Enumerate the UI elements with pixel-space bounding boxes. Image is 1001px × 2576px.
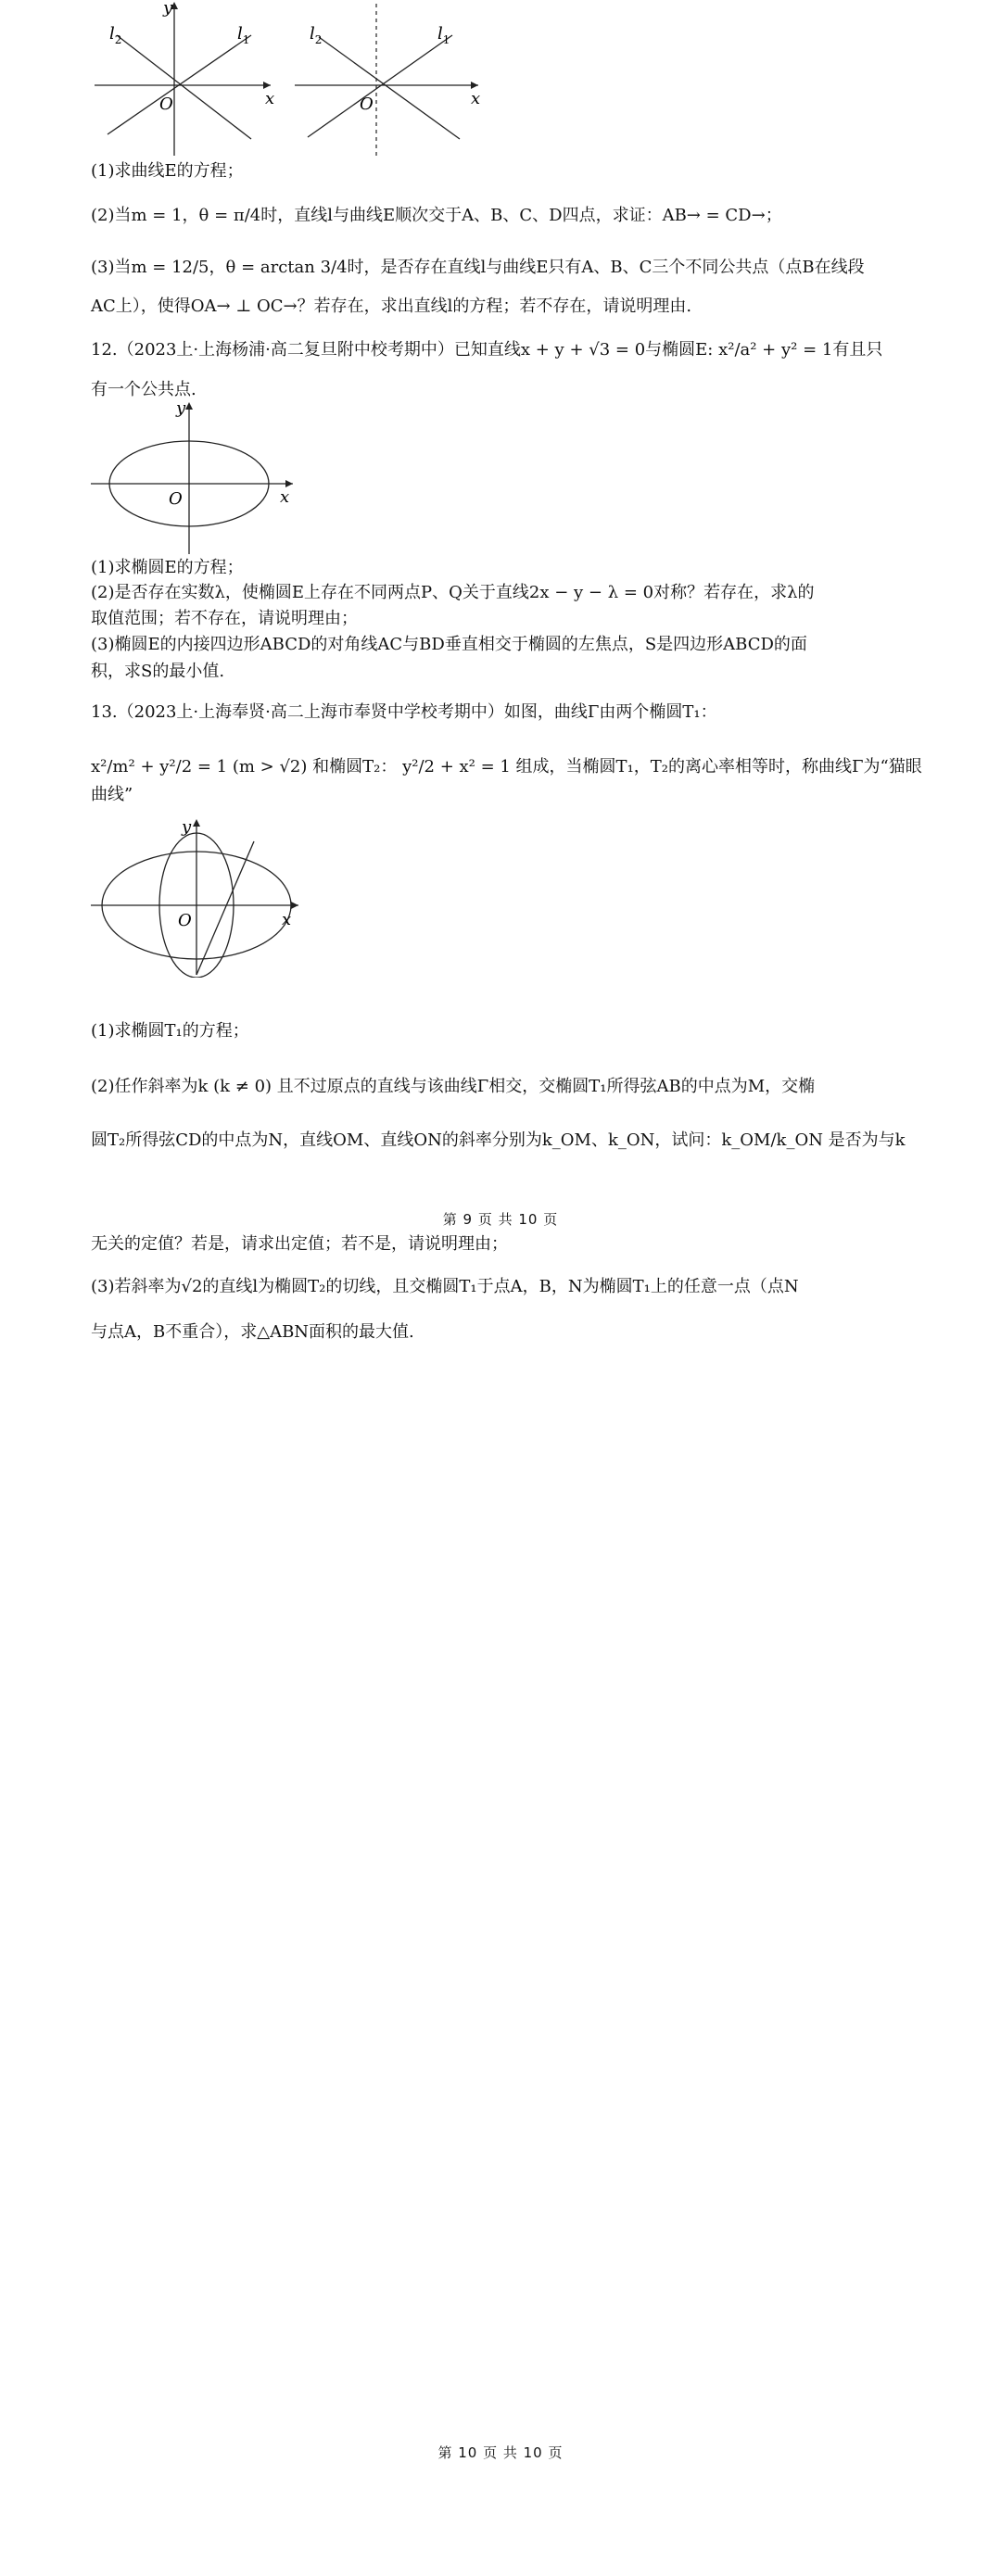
q13-part2-line1: (2)任作斜率为k (k ≠ 0) 且不过原点的直线与该曲线Γ相交，交椭圆T₁所得弦AB的中点为M，交椭 <box>91 1077 816 1096</box>
fig1b-origin-label: O <box>360 95 374 114</box>
page-footer-9: 第 9 页 共 10 页 <box>442 1211 559 1228</box>
q11-part3-line1: (3)当m = 12/5，θ = arctan 3/4时，是否存在直线l与曲线E只有A、B、C三个不同公共点（点B在线段 <box>91 258 865 277</box>
q12-heading-line2: 有一个公共点. <box>91 380 196 399</box>
q12-part1: (1)求椭圆E的方程； <box>91 558 244 577</box>
q13-equation-line2: 曲线” <box>91 785 133 804</box>
page-footer-10: 第 10 页 共 10 页 <box>437 2444 564 2461</box>
fig1-y-label: y <box>163 0 173 18</box>
q12-part3-line2: 积，求S的最小值. <box>91 662 225 681</box>
fig2-origin-label: O <box>169 489 183 509</box>
fig1-l1-label: $l_1$ <box>237 24 250 46</box>
fig3-x-label: x <box>282 910 292 929</box>
q13-heading: 13.（2023上·上海奉贤·高二上海市奉贤中学校考期中）如图，曲线Γ由两个椭圆T₁： <box>91 702 717 722</box>
q12-heading-line1: 12.（2023上·上海杨浦·高二复旦附中校考期中）已知直线x + y + √3 = 0与椭圆E: x²/a² + y² = 1有且只 <box>91 340 883 360</box>
q13-part3-line1: (3)若斜率为√2的直线l为椭圆T₂的切线，且交椭圆T₁于点A，B，N为椭圆T₁上的任意一点（点N <box>91 1277 799 1296</box>
fig3-y-label: y <box>182 817 192 837</box>
fig1-origin-label: O <box>159 95 173 114</box>
q11-part3-line2: AC上），使得OA→ ⊥ OC→？若存在，求出直线l的方程；若不存在，请说明理由. <box>91 297 692 316</box>
fig2-y-label: y <box>176 398 186 418</box>
fig3-origin-label: O <box>178 911 192 930</box>
q12-part2-line1: (2)是否存在实数λ，使椭圆E上存在不同两点P、Q关于直线2x − y − λ = 0对称？若存在，求λ的 <box>91 583 815 602</box>
q12-part2-line2: 取值范围；若不存在，请说明理由； <box>91 609 358 628</box>
q11-part2: (2)当m = 1，θ = π/4时，直线l与曲线E顺次交于A、B、C、D四点，求证：AB→ = CD→； <box>91 206 782 225</box>
figure-crossing-lines <box>89 0 497 159</box>
q13-equation-line1: x²/m² + y²/2 = 1 (m > √2) 和椭圆T₂： y²/2 + x² = 1 组成，当椭圆T₁，T₂的离心率相等时，称曲线Γ为“猫眼 <box>91 757 922 777</box>
fig2-x-label: x <box>280 487 290 507</box>
figure-ellipse <box>89 398 302 556</box>
q13-part3-line2: 与点A，B不重合），求△ABN面积的最大值. <box>91 1322 414 1342</box>
q13-part2-line3: 无关的定值？若是，请求出定值；若不是，请说明理由； <box>91 1234 508 1254</box>
q13-part1: (1)求椭圆T₁的方程； <box>91 1021 249 1041</box>
fig1b-l2-label: $l_2$ <box>310 24 323 46</box>
fig1b-l1-label: $l_1$ <box>437 24 450 46</box>
q13-part2-line2: 圆T₂所得弦CD的中点为N，直线OM、直线ON的斜率分别为k_OM、k_ON，试问：k_OM/k_ON 是否为与k <box>91 1130 906 1150</box>
q11-part1: (1)求曲线E的方程； <box>91 161 244 181</box>
figure-cat-eye-curve <box>89 815 311 978</box>
fig1b-x-label: x <box>471 89 481 108</box>
fig1-l2-label: $l_2$ <box>109 24 122 46</box>
q12-part3-line1: (3)椭圆E的内接四边形ABCD的对角线AC与BD垂直相交于椭圆的左焦点，S是四边形ABCD的面 <box>91 635 807 654</box>
fig1-x-label: x <box>265 89 275 108</box>
